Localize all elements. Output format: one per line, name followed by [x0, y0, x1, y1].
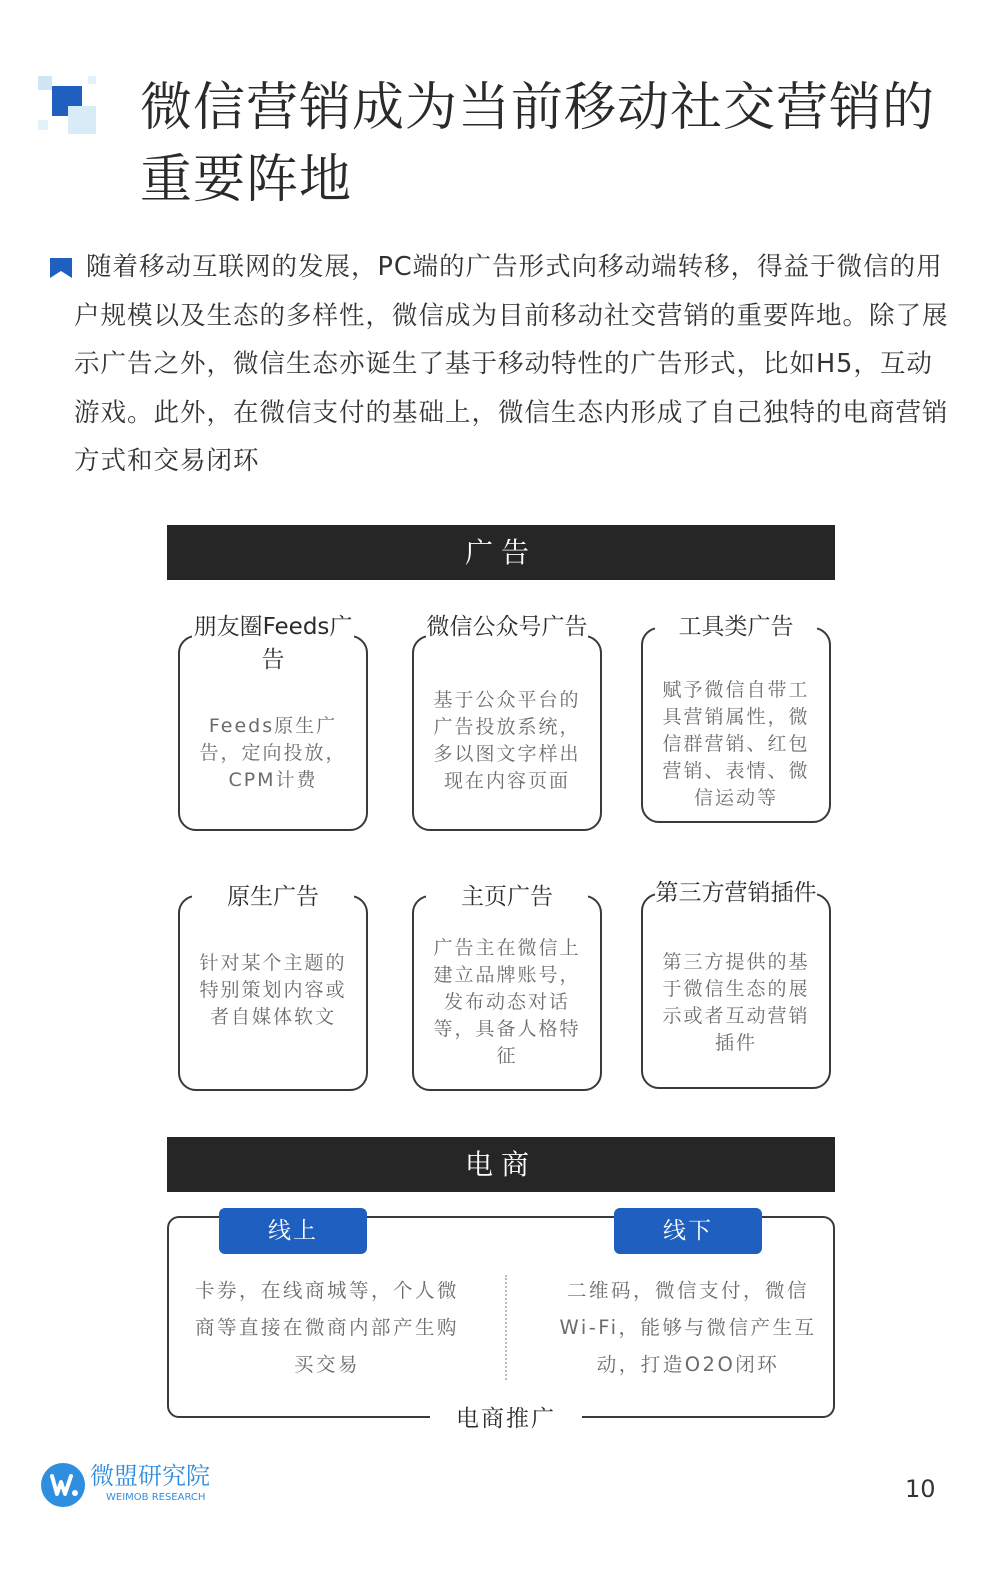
weimob-logo-icon: [40, 1462, 86, 1508]
card-desc: 针对某个主题的特别策划内容或者自媒体软文: [199, 952, 347, 1028]
ecommerce-caption: 电商推广: [430, 1400, 582, 1438]
card-title: 微信公众号广告: [426, 611, 588, 644]
ad-card-native: [178, 884, 368, 1091]
offline-label: 线下: [614, 1208, 762, 1254]
card-title: 主页广告: [426, 881, 588, 914]
card-desc: 第三方提供的基于微信生态的展示或者互动营销插件: [662, 951, 810, 1054]
ecommerce-divider: [505, 1275, 507, 1380]
card-title: 原生广告: [192, 881, 354, 914]
card-desc: 基于公众平台的广告投放系统，多以图文字样出现在内容页面: [433, 689, 581, 792]
online-label: 线上: [219, 1208, 367, 1254]
card-desc: 赋予微信自带工具营销属性，微信群营销、红包营销、表情、微信运动等: [662, 679, 810, 809]
ecommerce-section-header: 电商: [167, 1137, 835, 1192]
ad-card-tool: [641, 614, 831, 823]
ad-card-third-party: [641, 880, 831, 1089]
card-title: 工具类广告: [655, 611, 817, 644]
logo-subtext: WEIMOB RESEARCH: [106, 1492, 206, 1503]
page-number: 10: [905, 1475, 936, 1503]
card-title: 第三方营销插件: [655, 877, 817, 910]
bookmark-icon: [50, 258, 72, 278]
logo-text: 微盟研究院: [90, 1462, 210, 1490]
card-title: 朋友圈Feeds广告: [192, 611, 354, 677]
page-title: 微信营销成为当前移动社交营销的重要阵地: [140, 78, 936, 210]
card-desc: 广告主在微信上建立品牌账号，发布动态对话等，具备人格特征: [433, 937, 581, 1067]
offline-desc: 二维码，微信支付，微信Wi-Fi，能够与微信产生互动，打造O2O闭环: [559, 1279, 817, 1376]
ad-card-homepage: [412, 884, 602, 1091]
ad-card-moments: [178, 614, 368, 831]
online-desc: 卡券，在线商城等，个人微商等直接在微商内部产生购买交易: [194, 1279, 459, 1376]
ad-card-official-account: [412, 614, 602, 831]
intro-paragraph: 随着移动互联网的发展，PC端的广告形式向移动端转移，得益于微信的用户规模以及生态的多样性，微信成为目前移动社交营销的重要阵地。除了展示广告之外，微信生态亦诞生了基于移动特性的广告形式，比如H5，互动游戏。此外，在微信支付的基础上，微信生态内形成了自己独特的电商营销方式和交易闭环: [74, 252, 949, 476]
card-desc: Feeds原生广告，定向投放，CPM计费: [199, 715, 347, 791]
ads-section-header: 广告: [167, 525, 835, 580]
title-decoration-icon: [38, 76, 100, 138]
